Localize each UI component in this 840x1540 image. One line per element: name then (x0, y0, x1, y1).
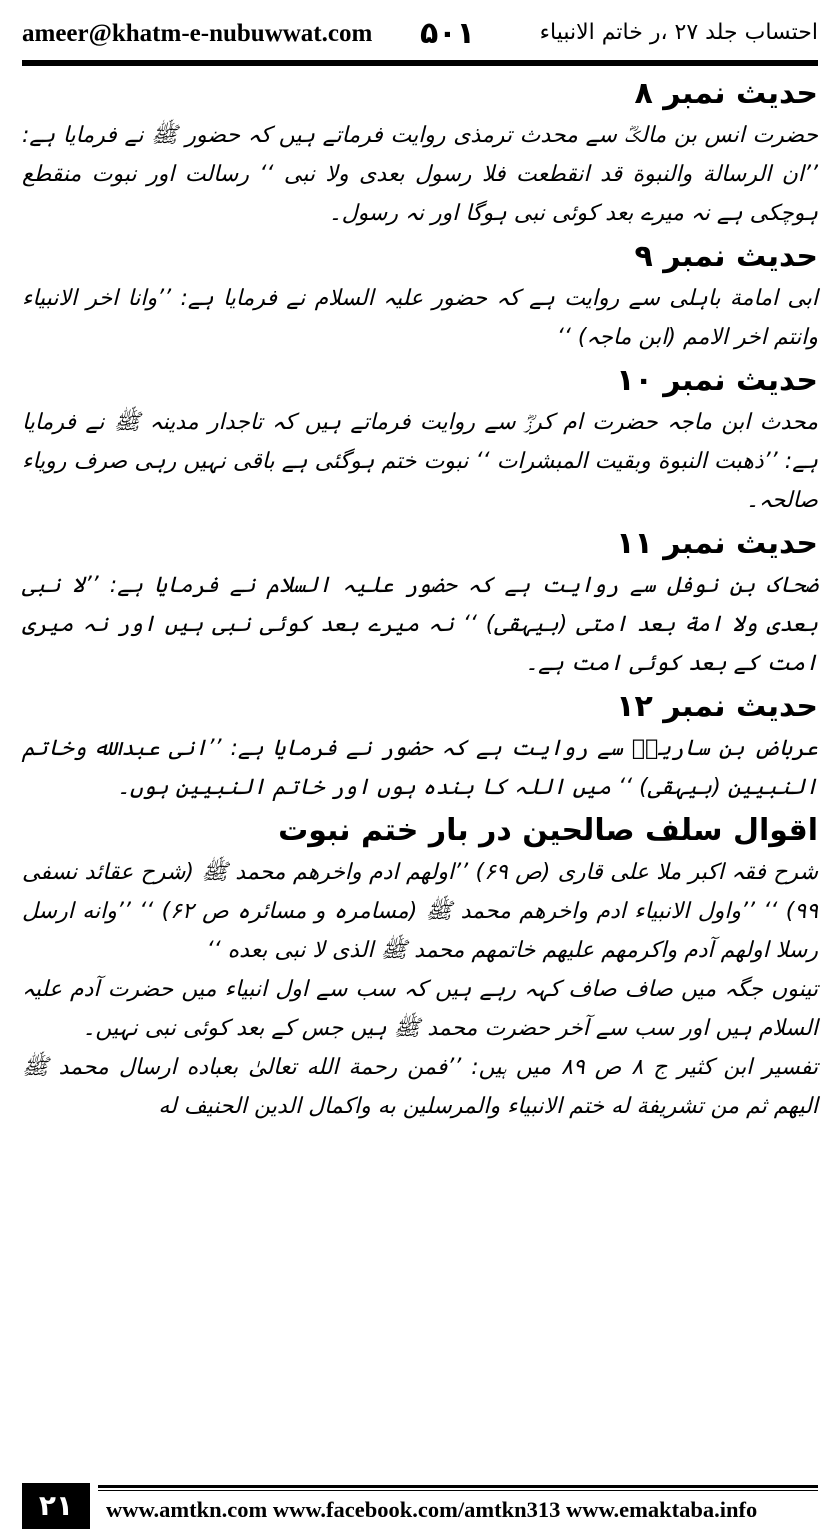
section-paragraph: حضرت انس بن مالکؓ سے محدث ترمذی روایت فرماتے ہیں کہ حضور ﷺ نے فرمایا ہے: ’’ان الرسالة والنبوة قد انقطعت فلا رسول بعدی ولا نبی ‘‘ رسالت اور نبوت منقطع ہوچکی ہے نہ میرے بعد کوئی نبی ہوگا اور نہ رسول۔ (22, 123, 818, 226)
section-heading: حدیث نمبر ۱۱ (616, 526, 818, 561)
footer-divider (98, 1485, 818, 1488)
section-paragraph: تفسیر ابن کثیر ج ۸ ص ۸۹ میں ہیں: ’’فمن رحمة الله تعالیٰ بعباده ارسال محمد ﷺ الیهم ثم من تشریفة له ختم الانبیاء والمرسلین به واکمال الدین الحنیف له (22, 1055, 818, 1119)
section-heading: حدیث نمبر ۱۲ (616, 689, 818, 724)
section-hadith-8 (22, 74, 818, 233)
section-paragraph: تینوں جگہ میں صاف صاف کہہ رہے ہیں کہ سب سے اول انبیاء میں حضرت آدم علیہ السلام ہیں اور سب سے آخر حضرت محمد ﷺ ہیں جس کے بعد کوئی نبی نہیں۔ (22, 977, 818, 1041)
footer-links: www.amtkn.com www.facebook.com/amtkn313 www.emaktaba.info (106, 1497, 758, 1522)
section-paragraph: ابی امامة باہلی سے روایت ہے کہ حضور علیہ السلام نے فرمایا ہے: ’’وانا اخر الانبیاء وانتم اخر الامم (ابن ماجہ) ‘‘ (22, 286, 818, 350)
section-heading: اقوال سلف صالحین در بار ختم نبوت (278, 813, 818, 848)
section-aqwal-salaf (22, 811, 818, 1126)
header-divider (22, 60, 818, 66)
section-heading: حدیث نمبر ۱۰ (616, 363, 818, 398)
section-hadith-9 (22, 237, 818, 357)
header-email: ameer@khatm-e-nubuwwat.com (22, 20, 373, 47)
section-paragraph: شرح فقہ اکبر ملا علی قاری (ص ۶۹) ’’اولهم ادم واخرهم محمد ﷺ (شرح عقائد نسفی ۹۹) ‘‘ ’’واول الانبیاء ادم واخرهم محمد ﷺ (مسامرہ و مسائرہ ص ۶۲) ‘‘ ’’وانه ارسل رسلا اولهم آدم واکرمهم علیهم خاتمهم محمد ﷺ الذی لا نبی بعده ‘‘ (22, 860, 819, 963)
section-paragraph: محدث ابن ماجہ حضرت ام کرزؓ سے روایت فرماتے ہیں کہ تاجدار مدینہ ﷺ نے فرمایا ہے: ’’ذهبت النبوة وبقيت المبشرات ‘‘ نبوت ختم ہوگئی ہے باقی نہیں رہی صرف رویاء صالحہ۔ (22, 410, 818, 513)
section-hadith-10 (22, 361, 818, 520)
section-heading: حدیث نمبر ۸ (634, 76, 818, 111)
footer-divider-thin (98, 1490, 818, 1491)
page-content (22, 70, 818, 1470)
section-paragraph: عرباض بن ساریہؓ سے روایت ہے کہ حضور نے فرمایا ہے: ’’انی عبدالله وخاتم النبیین (بیہقی) ‘‘ میں اللہ کا بندہ ہوں اور خاتم النبیین ہوں۔ (22, 736, 818, 800)
section-heading: حدیث نمبر ۹ (634, 239, 818, 274)
header-title: احتساب جلد ۲۷ ،ر خاتم الانبیاء (539, 20, 818, 45)
page-header (22, 14, 818, 56)
section-paragraph: ضحاک بن نوفل سے روایت ہے کہ حضور علیہ السلام نے فرمایا ہے: ’’لا نبی بعدی ولا امة بعد امتی (بیہقی) ‘‘ نہ میرے بعد کوئی نبی ہیں اور نہ میری امت کے بعد کوئی امت ہے۔ (22, 573, 818, 676)
page-footer (22, 1483, 818, 1531)
section-hadith-12 (22, 687, 818, 807)
header-page-number: ۵۰۱ (420, 16, 475, 51)
footer-page-number: ۲۱ (22, 1483, 90, 1529)
section-hadith-11 (22, 524, 818, 683)
